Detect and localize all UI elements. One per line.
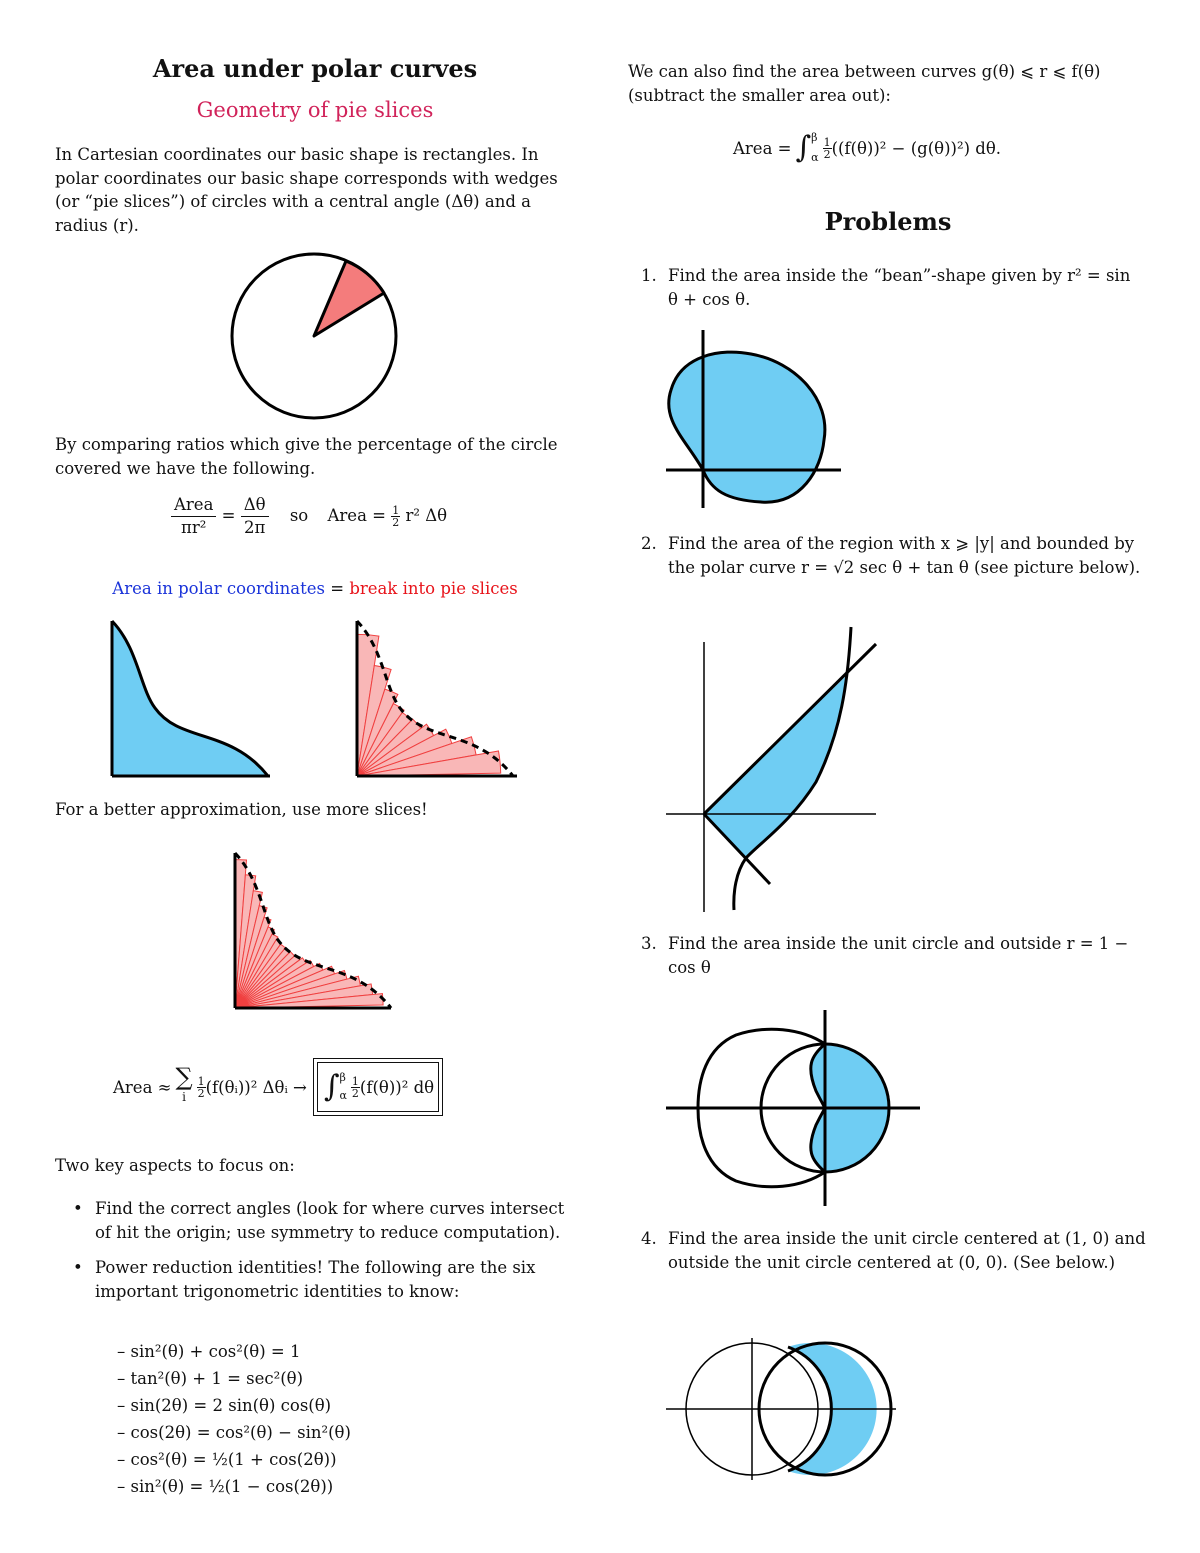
pie-slice-figure [229, 248, 405, 424]
blue-region-figure [110, 618, 270, 780]
frac-den: πr² [181, 518, 207, 537]
between-curves-text: We can also find the area between curves g(θ) ⩽ r ⩽ f(θ) (subtract the smaller area out): [628, 62, 1101, 105]
better-approx-text: For a better approximation, use more slices! [55, 800, 428, 819]
bullet-item: • Find the correct angles (look for where curves intersect of hit the origin; use symmetry to reduce computation). [95, 1197, 575, 1244]
frac-num: Area [171, 494, 216, 517]
sigma-block [175, 1063, 193, 1107]
half-num: 1 [351, 1074, 359, 1088]
sum-lhs: Area ≈ [113, 1077, 172, 1097]
ratio-formula [171, 494, 447, 539]
sigma-index: i [182, 1090, 186, 1104]
identity-item: – sin²(θ) = ½(1 − cos(2θ)) [117, 1477, 334, 1496]
problem-4 [628, 1227, 1148, 1274]
between-formula [733, 128, 1001, 168]
half-fraction [197, 1076, 206, 1099]
lower-limit: α [339, 1089, 347, 1102]
problem-text: Find the area inside the unit circle centered at (1, 0) and outside the unit circle centered at (0, 0). (See below.) [668, 1229, 1146, 1272]
problem-text: Find the area of the region with x ⩾ |y| and bounded by the polar curve r = √2 sec θ + tan θ (see picture below). [668, 534, 1141, 577]
area-label: Area = [327, 506, 386, 525]
frac-num: Δθ [241, 494, 269, 517]
cardioid-figure [666, 1010, 922, 1206]
integral-sign: ∫ [795, 130, 812, 165]
half-fraction [391, 505, 400, 528]
integral-limits [339, 1069, 346, 1105]
secant-region-figure [666, 622, 878, 912]
ratios-paragraph: By comparing ratios which give the percentage of the circle covered we have the following. [55, 435, 558, 478]
bean-figure [666, 330, 846, 510]
half-num: 1 [823, 135, 831, 149]
sigma-symbol: ∑ [175, 1063, 193, 1091]
problem-number: 3. [641, 934, 657, 953]
few-slices-figure [355, 618, 517, 780]
identity-list [117, 1338, 351, 1500]
half-den: 2 [197, 1086, 205, 1100]
key-aspects-list [55, 1197, 575, 1315]
identity-item: – sin²(θ) + cos²(θ) = 1 [117, 1342, 301, 1361]
problem-3 [628, 932, 1138, 979]
bullet-item: • Power reduction identities! The following are the six important trigonometric identities to know: [95, 1256, 575, 1303]
identity-item: – cos(2θ) = cos²(θ) − sin²(θ) [117, 1423, 351, 1442]
identity-item: – cos²(θ) = ½(1 + cos(2θ)) [117, 1450, 337, 1469]
integrand: (f(θ))² dθ [359, 1077, 435, 1097]
half-num: 1 [392, 504, 400, 517]
integral-box [317, 1062, 439, 1112]
half-den: 2 [351, 1086, 359, 1100]
polar-caption [55, 579, 575, 598]
so-word: so [289, 506, 309, 525]
problem-number: 1. [641, 266, 657, 285]
key-aspects-text: Two key aspects to focus on: [55, 1156, 295, 1175]
area-tail: r² Δθ [405, 506, 448, 525]
between-integrand: ((f(θ))² − (g(θ))²) dθ. [831, 138, 1002, 158]
sum-term: (f(θᵢ))² Δθᵢ → [205, 1077, 307, 1097]
upper-limit: β [339, 1071, 346, 1084]
polar-caption-eq: = [330, 579, 345, 598]
half-fraction [823, 137, 832, 160]
lower-limit: α [811, 151, 819, 164]
two-circles-figure [666, 1338, 898, 1480]
pie-slices-group [235, 860, 383, 1008]
half-den: 2 [823, 147, 831, 161]
problem-1 [628, 264, 1138, 311]
problem-number: 4. [641, 1229, 657, 1248]
dtheta-over-2pi [241, 494, 269, 539]
page-title: Area under polar curves [152, 54, 478, 83]
problem-2 [628, 532, 1148, 579]
page-subtitle: Geometry of pie slices [196, 98, 434, 122]
problem-text: Find the area inside the “bean”-shape given by r² = sin θ + cos θ. [668, 266, 1131, 309]
area-over-pir2 [171, 494, 216, 539]
integral-limits [811, 128, 818, 168]
polar-caption-red: break into pie slices [349, 579, 518, 598]
problem-number: 2. [641, 534, 657, 553]
half-den: 2 [392, 516, 400, 529]
between-lhs: Area = [733, 138, 792, 158]
identity-item: – tan²(θ) + 1 = sec²(θ) [117, 1369, 304, 1388]
upper-limit: β [811, 131, 818, 144]
bean-region [669, 352, 825, 502]
half-num: 1 [197, 1074, 205, 1088]
frac-den: 2π [243, 518, 266, 537]
polar-caption-blue: Area in polar coordinates [112, 579, 326, 598]
identity-item: – sin(2θ) = 2 sin(θ) cos(θ) [117, 1396, 332, 1415]
riemann-sum-formula [113, 1062, 439, 1112]
intro-paragraph: In Cartesian coordinates our basic shape is rectangles. In polar coordinates our basic shape corresponds with wedges (or “pie slices”) of circles with a central angle (Δθ) and a radius (r). [55, 145, 558, 235]
integral-sign: ∫ [323, 1069, 340, 1104]
many-slices-figure [233, 850, 395, 1012]
problems-heading: Problems [824, 207, 952, 236]
half-fraction [351, 1076, 360, 1099]
equals-sign: = [221, 506, 236, 525]
problem-text: Find the area inside the unit circle and outside r = 1 − cos θ [668, 934, 1129, 977]
